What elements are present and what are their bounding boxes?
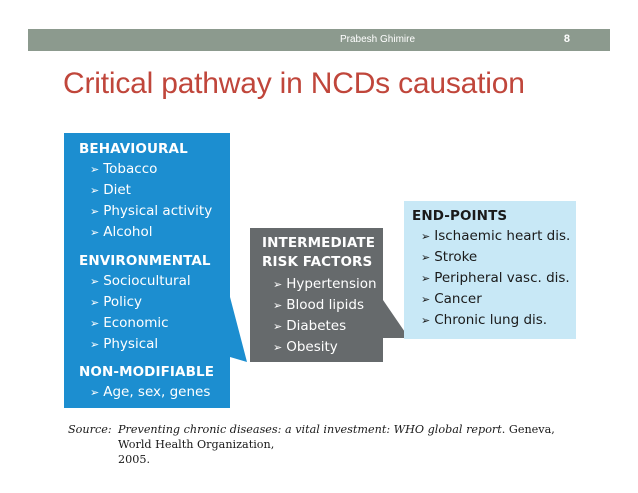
list-item: ➢ Cancer xyxy=(421,291,482,307)
bullet-arrow-icon: ➢ xyxy=(421,293,431,306)
source-title: Preventing chronic diseases: a vital investment: WHO global report xyxy=(118,423,502,436)
bullet-arrow-icon: ➢ xyxy=(273,341,283,354)
bullet-arrow-icon: ➢ xyxy=(90,338,100,351)
bullet-arrow-icon: ➢ xyxy=(421,314,431,327)
source-text xyxy=(118,422,588,467)
bullet-arrow-icon: ➢ xyxy=(90,184,100,197)
list-item: ➢ Alcohol xyxy=(90,224,153,240)
list-item: ➢ Diet xyxy=(90,182,131,198)
intermediate-group xyxy=(262,234,377,358)
bullet-arrow-icon: ➢ xyxy=(90,386,100,399)
list-item: ➢ Physical activity xyxy=(90,203,213,219)
list-item: ➢ Peripheral vasc. dis. xyxy=(421,270,570,286)
environmental-group xyxy=(79,252,211,355)
environmental-heading: ENVIRONMENTAL xyxy=(79,253,211,269)
bullet-arrow-icon: ➢ xyxy=(421,251,431,264)
list-item: ➢ Physical xyxy=(90,336,159,352)
bullet-arrow-icon: ➢ xyxy=(90,226,100,239)
non-modifiable-heading: NON-MODIFIABLE xyxy=(79,364,215,380)
author-name: Prabesh Ghimire xyxy=(340,34,416,45)
list-item: ➢ Age, sex, genes xyxy=(90,384,211,400)
bullet-arrow-icon: ➢ xyxy=(90,296,100,309)
bullet-arrow-icon: ➢ xyxy=(273,320,283,333)
end-points-group xyxy=(412,207,570,331)
intermediate-heading-line1: INTERMEDIATE xyxy=(262,235,376,251)
non-modifiable-group xyxy=(79,363,214,403)
list-item: ➢ Policy xyxy=(90,294,143,310)
end-points-heading: END-POINTS xyxy=(412,208,508,224)
behavioural-group xyxy=(79,140,212,243)
list-item: ➢ Chronic lung dis. xyxy=(421,312,548,328)
list-item: ➢ Stroke xyxy=(421,249,478,265)
page-number: 8 xyxy=(563,33,570,45)
bullet-arrow-icon: ➢ xyxy=(90,317,100,330)
list-item: ➢ Economic xyxy=(90,315,169,331)
source-publisher: . Geneva, World Health Organization, xyxy=(118,423,555,451)
list-item: ➢ Diabetes xyxy=(273,318,347,334)
bullet-arrow-icon: ➢ xyxy=(273,278,283,291)
list-item: ➢ Sociocultural xyxy=(90,273,191,289)
bullet-arrow-icon: ➢ xyxy=(90,275,100,288)
bullet-arrow-icon: ➢ xyxy=(421,272,431,285)
list-item: ➢ Hypertension xyxy=(273,276,377,292)
bullet-arrow-icon: ➢ xyxy=(421,230,431,243)
bullet-arrow-icon: ➢ xyxy=(90,163,100,176)
list-item: ➢ Tobacco xyxy=(90,161,158,177)
behavioural-heading: BEHAVIOURAL xyxy=(79,141,188,157)
bullet-arrow-icon: ➢ xyxy=(90,205,100,218)
source-label: Source: xyxy=(68,423,112,436)
list-item: ➢ Obesity xyxy=(273,339,338,355)
bullet-arrow-icon: ➢ xyxy=(273,299,283,312)
source-year: 2005. xyxy=(118,453,151,466)
list-item: ➢ Blood lipids xyxy=(273,297,365,313)
list-item: ➢ Ischaemic heart dis. xyxy=(421,228,571,244)
intermediate-heading-line2: RISK FACTORS xyxy=(262,254,373,270)
slide-title: Critical pathway in NCDs causation xyxy=(63,67,525,100)
